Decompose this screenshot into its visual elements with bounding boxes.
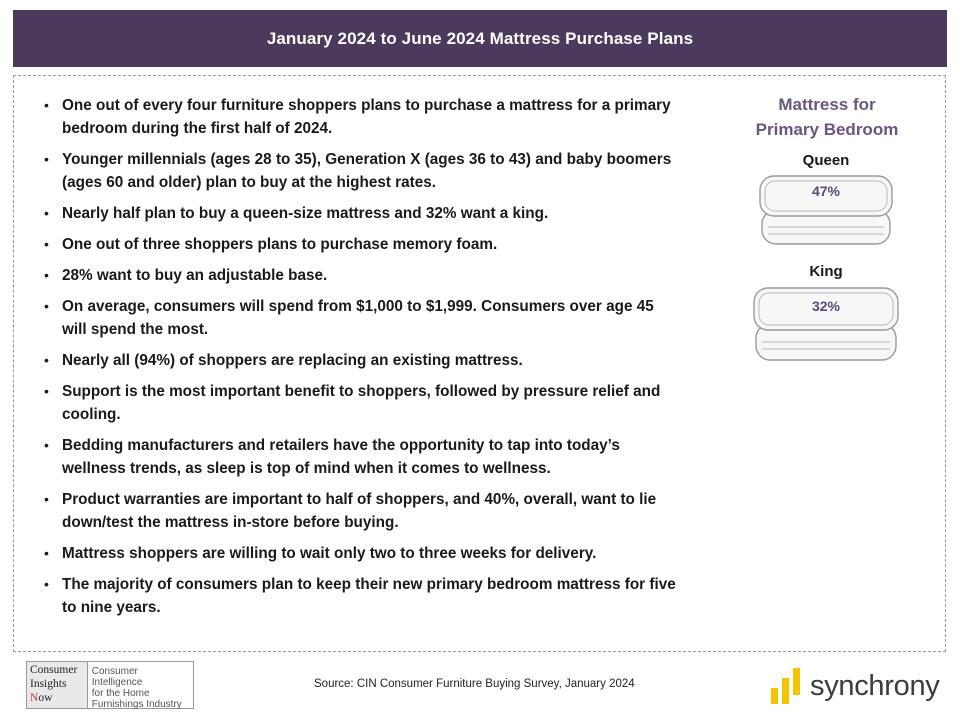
bullet-icon: • [44,576,49,592]
list-item-text: Younger millennials (ages 28 to 35), Generation X (ages 36 to 43) and baby boomers (ages 60 and older) plan to buy at the highest rates. [62,151,672,191]
sidebar-title-line2: Primary Bedroom [755,120,899,139]
cin-logo-tagline [88,662,193,708]
cin-logo-ow: ow [38,692,53,704]
list-item [28,542,680,565]
cin-logo-mark [27,662,88,708]
synchrony-bars-icon [770,666,802,706]
sidebar-title-line1: Mattress for [778,95,876,114]
cin-tagline-line1: Consumer Intelligence [91,666,143,688]
list-item [28,94,680,140]
list-item [28,349,680,372]
cin-tagline-line2: for the Home [91,688,150,699]
list-item-text: The majority of consumers plan to keep their new primary bedroom mattress for five to nine years. [62,576,676,616]
king-percent: 32% [811,298,841,314]
bullet-icon: • [44,545,49,561]
list-item [28,264,680,287]
bullet-icon: • [44,205,49,221]
list-item-text: Support is the most important benefit to shoppers, followed by pressure relief and cooling. [62,383,661,423]
list-item-text: 28% want to buy an adjustable base. [62,267,328,284]
synchrony-wordmark: synchrony [810,669,940,702]
findings-list [28,94,680,627]
cin-logo-line3 [30,691,84,705]
page-title: January 2024 to June 2024 Mattress Purchase Plans [266,28,694,48]
synchrony-logo [770,664,939,708]
list-item [28,233,680,256]
bullet-icon: • [44,491,49,507]
bullet-icon: • [44,437,49,453]
list-item [28,488,680,534]
source-citation: Source: CIN Consumer Furniture Buying Survey, January 2024 [314,678,635,690]
list-item-text: Bedding manufacturers and retailers have the opportunity to tap into today’s wellness trends, as sleep is top of mind when it comes to wellness. [62,437,620,477]
bullet-icon: • [44,267,49,283]
cin-logo-line2: Insights [30,678,67,690]
list-item-text: Nearly all (94%) of shoppers are replacing an existing mattress. [62,352,523,369]
list-item [28,202,680,225]
list-item [28,380,680,426]
list-item-text: Product warranties are important to half of shoppers, and 40%, overall, want to lie down/test the mattress in-store before buying. [62,491,657,531]
list-item [28,573,680,619]
bullet-icon: • [44,97,49,113]
list-item [28,148,680,194]
cin-logo-n: N [30,692,39,704]
cin-logo-line1: Consumer [30,664,78,676]
list-item-text: Nearly half plan to buy a queen-size mattress and 32% want a king. [62,205,549,222]
bullet-icon: • [44,352,49,368]
queen-percent: 47% [811,183,841,199]
sidebar-title [740,92,914,142]
bullet-icon: • [44,383,49,399]
king-mattress-icon [750,284,902,364]
list-item-text: One out of every four furniture shoppers plans to purchase a mattress for a primary bedroom during the first half of 2024. [62,97,671,137]
title-banner [13,10,947,67]
mattress-king-label: King [809,263,843,280]
list-item-text: One out of three shoppers plans to purchase memory foam. [62,236,498,253]
cin-logo [26,661,194,709]
bullet-icon: • [44,151,49,167]
list-item [28,434,680,480]
list-item-text: On average, consumers will spend from $1,000 to $1,999. Consumers over age 45 will spend the most. [62,298,654,338]
bullet-icon: • [44,236,49,252]
list-item [28,295,680,341]
cin-tagline-line3: Furnishings Industry [91,699,182,710]
list-item-text: Mattress shoppers are willing to wait only two to three weeks for delivery. [62,545,597,562]
mattress-queen-label: Queen [802,152,850,169]
bullet-icon: • [44,298,49,314]
